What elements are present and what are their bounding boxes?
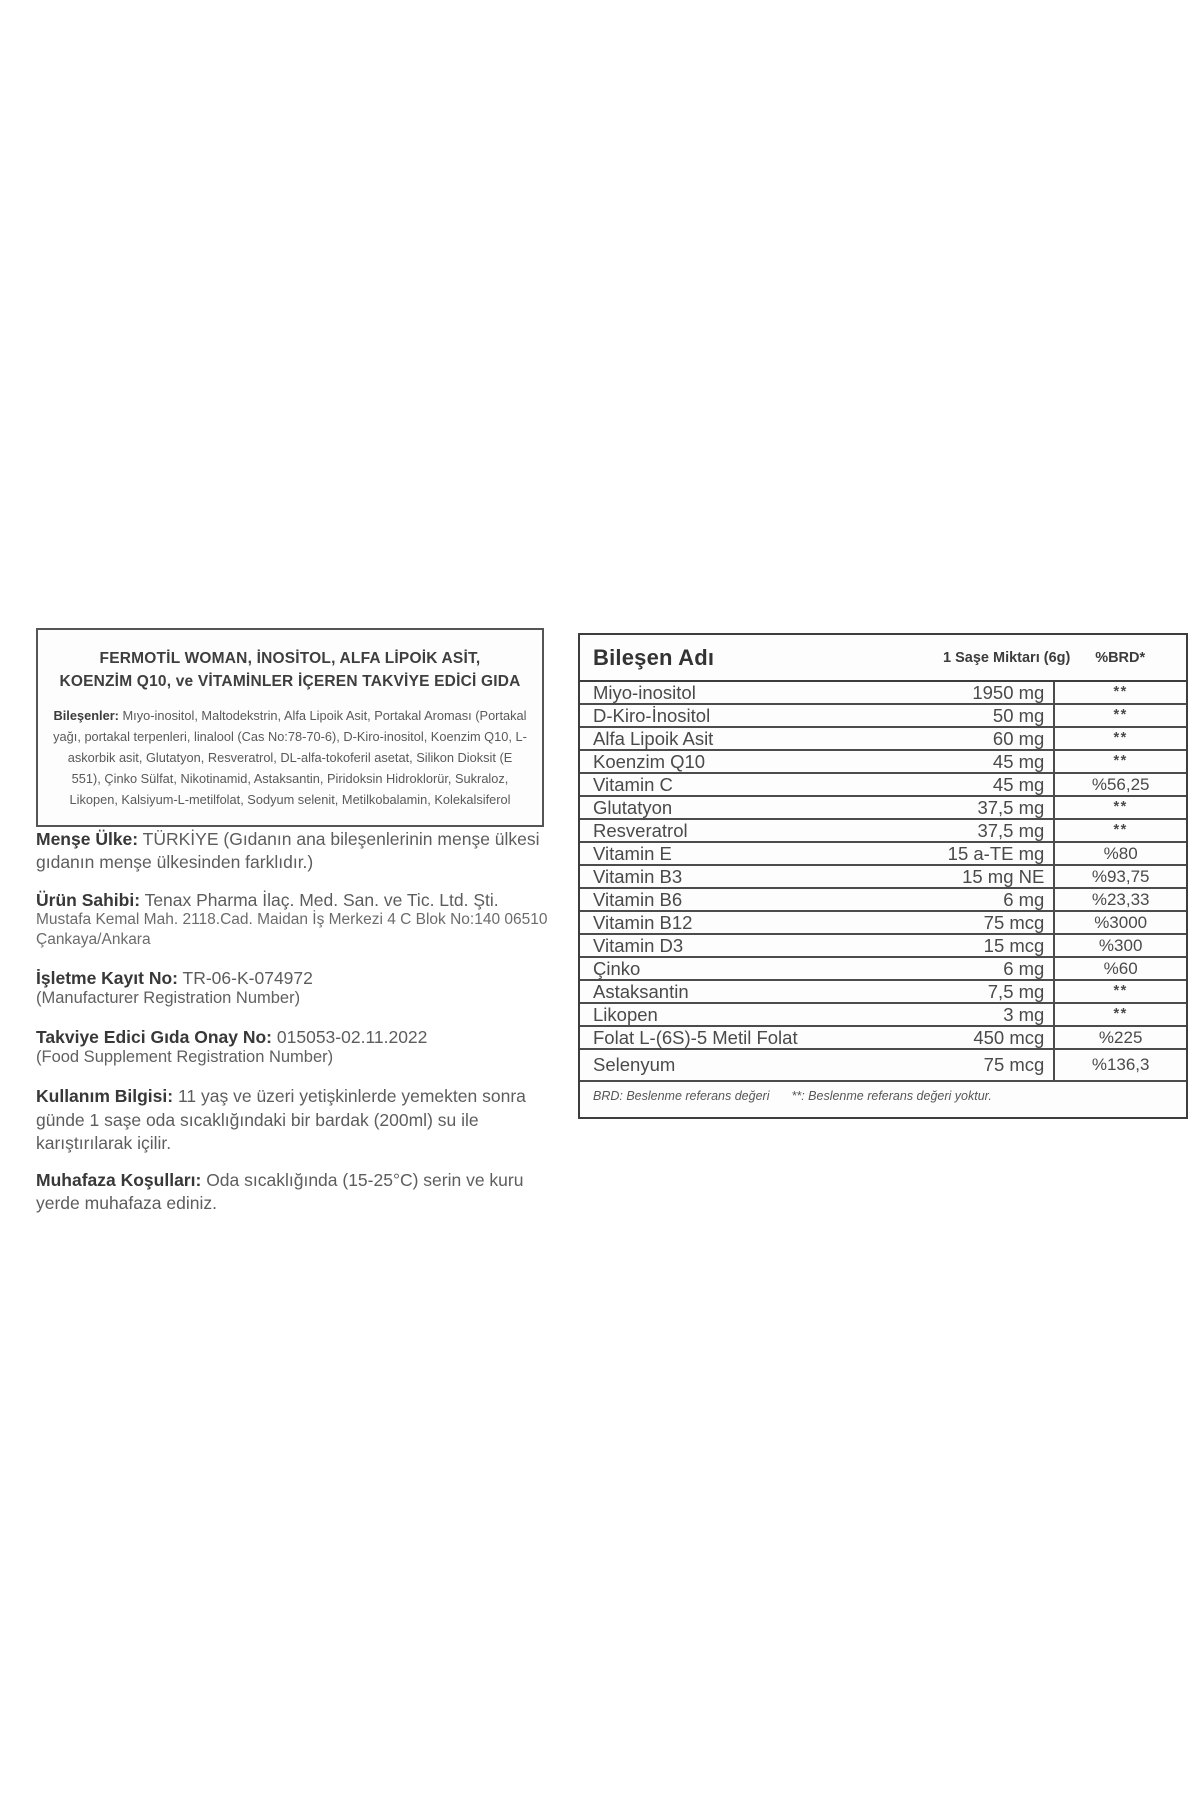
ingredient-brd: %60 <box>1054 957 1186 980</box>
ingredient-amount: 37,5 mg <box>881 796 1054 819</box>
table-row <box>580 1026 1186 1049</box>
footnote-brd: BRD: Beslenme referans değeri <box>593 1089 770 1103</box>
ingredient-name: Resveratrol <box>580 819 881 842</box>
origin-country <box>36 828 548 875</box>
table-row <box>580 727 1186 750</box>
table-row <box>580 1049 1186 1081</box>
header-sachet-amount: 1 Saşe Miktarı (6g) <box>881 635 1054 681</box>
table-row <box>580 1003 1186 1026</box>
owner-address: Mustafa Kemal Mah. 2118.Cad. Maidan İş Merkezi 4 C Blok No:140 06510 Çankaya/Ankara <box>36 910 548 949</box>
header-ingredient-name: Bileşen Adı <box>580 635 881 681</box>
ingredient-brd: %23,33 <box>1054 888 1186 911</box>
ingredient-brd: %136,3 <box>1054 1049 1186 1081</box>
ingredients-box <box>36 628 544 827</box>
ingredient-amount: 6 mg <box>881 957 1054 980</box>
usage-info <box>36 1085 548 1155</box>
ingredient-brd: %300 <box>1054 934 1186 957</box>
storage-conditions-label: Muhafaza Koşulları: <box>36 1170 202 1191</box>
table-row <box>580 681 1186 704</box>
supplement-approval-label: Takviye Edici Gıda Onay No: <box>36 1027 273 1048</box>
ingredient-amount: 45 mg <box>881 773 1054 796</box>
nutrition-facts-table <box>578 633 1188 1119</box>
supplement-approval-note: (Food Supplement Registration Number) <box>36 1048 334 1067</box>
header-brd-percent: %BRD* <box>1054 635 1186 681</box>
ingredient-rows <box>580 681 1186 1081</box>
ingredient-name: Alfa Lipoik Asit <box>580 727 881 750</box>
product-title <box>52 647 528 694</box>
table-row <box>580 819 1186 842</box>
manufacturer-registration-number: TR-06-K-074972 <box>182 968 313 989</box>
manufacturer-registration-note: (Manufacturer Registration Number) <box>36 989 301 1008</box>
ingredient-amount: 15 mcg <box>881 934 1054 957</box>
table-row <box>580 934 1186 957</box>
ingredient-brd: ** <box>1054 750 1186 773</box>
ingredients-label: Bileşenler: <box>53 707 119 723</box>
ingredient-amount: 75 mcg <box>881 911 1054 934</box>
product-owner-text: Tenax Pharma İlaç. Med. San. ve Tic. Ltd. Şti. <box>144 889 499 910</box>
ingredient-amount: 7,5 mg <box>881 980 1054 1003</box>
ingredient-name: Vitamin B12 <box>580 911 881 934</box>
ingredient-brd: ** <box>1054 1003 1186 1026</box>
ingredient-amount: 15 mg NE <box>881 865 1054 888</box>
table-row <box>580 773 1186 796</box>
ingredient-name: Vitamin D3 <box>580 934 881 957</box>
ingredient-amount: 75 mcg <box>881 1049 1054 1081</box>
supplement-approval <box>36 1026 548 1049</box>
ingredient-name: Vitamin E <box>580 842 881 865</box>
storage-conditions <box>36 1169 548 1216</box>
ingredient-brd: %80 <box>1054 842 1186 865</box>
ingredient-brd: %93,75 <box>1054 865 1186 888</box>
manufacturer-registration <box>36 967 548 990</box>
ingredient-name: Vitamin C <box>580 773 881 796</box>
ingredient-amount: 6 mg <box>881 888 1054 911</box>
ingredient-name: Miyo-inositol <box>580 681 881 704</box>
ingredient-name: Folat L-(6S)-5 Metil Folat <box>580 1026 881 1049</box>
ingredient-brd: %225 <box>1054 1026 1186 1049</box>
supplement-approval-number: 015053-02.11.2022 <box>276 1027 428 1048</box>
product-details <box>36 828 548 1230</box>
ingredients-list <box>52 705 528 811</box>
ingredient-name: Selenyum <box>580 1049 881 1081</box>
origin-country-text: TÜRKİYE (Gıdanın ana bileşenlerinin menşe ülkesi gıdanın menşe ülkesinden farklıdır.) <box>36 829 540 873</box>
ingredient-amount: 45 mg <box>881 750 1054 773</box>
origin-country-label: Menşe Ülke: <box>36 829 139 849</box>
table-row <box>580 704 1186 727</box>
storage-conditions-text: Oda sıcaklığında (15-25°C) serin ve kuru yerde muhafaza ediniz. <box>36 1170 524 1214</box>
manufacturer-registration-label: İşletme Kayıt No: <box>36 968 178 989</box>
ingredient-amount: 1950 mg <box>881 681 1054 704</box>
ingredient-amount: 37,5 mg <box>881 819 1054 842</box>
ingredient-name: Koenzim Q10 <box>580 750 881 773</box>
ingredient-amount: 450 mcg <box>881 1026 1054 1049</box>
ingredient-amount: 15 a-TE mg <box>881 842 1054 865</box>
product-title-line1: FERMOTİL WOMAN, İNOSİTOL, ALFA LİPOİK ASİT, <box>99 650 481 667</box>
table-row <box>580 796 1186 819</box>
ingredient-amount: 60 mg <box>881 727 1054 750</box>
ingredient-amount: 3 mg <box>881 1003 1054 1026</box>
ingredient-brd: ** <box>1054 704 1186 727</box>
table-row <box>580 911 1186 934</box>
ingredient-name: Vitamin B6 <box>580 888 881 911</box>
table-header-row <box>580 635 1186 681</box>
table-row <box>580 750 1186 773</box>
ingredients-text: Mıyo-inositol, Maltodekstrin, Alfa Lipoik Asit, Portakal Aroması (Portakal yağı, portakal terpenleri, linalool (Cas No:78-70-6), D-Kiro-inositol, Koenzim Q10, L-askorbik asit, Glutatyon, Resveratrol, DL-alfa-tokoferil asetat, Silikon Dioksit (E 551), Çinko Sülfat, Nikotinamid, Astaksantin, Piridoksin Hidroklorür, Sukraloz, Likopen, Kalsiyum-L-metilfolat, Sodyum selenit, Metilkobalamin, Kolekalsiferol <box>53 707 527 807</box>
footnote-stars: **: Beslenme referans değeri yoktur. <box>791 1089 992 1103</box>
ingredient-name: Astaksantin <box>580 980 881 1003</box>
ingredient-name: Glutatyon <box>580 796 881 819</box>
table-row <box>580 888 1186 911</box>
ingredient-name: Çinko <box>580 957 881 980</box>
product-owner <box>36 889 548 912</box>
table-row <box>580 957 1186 980</box>
ingredient-name: D-Kiro-İnositol <box>580 704 881 727</box>
ingredient-brd: ** <box>1054 980 1186 1003</box>
product-owner-label: Ürün Sahibi: <box>36 889 141 910</box>
product-title-line2: KOENZİM Q10, ve VİTAMİNLER İÇEREN TAKVİYE EDİCİ GIDA <box>59 673 521 691</box>
table-row <box>580 865 1186 888</box>
usage-info-label: Kullanım Bilgisi: <box>36 1086 174 1107</box>
ingredient-brd: ** <box>1054 819 1186 842</box>
table-row <box>580 842 1186 865</box>
ingredient-name: Vitamin B3 <box>580 865 881 888</box>
ingredient-brd: ** <box>1054 727 1186 750</box>
table-footnote-row <box>580 1081 1186 1117</box>
ingredient-name: Likopen <box>580 1003 881 1026</box>
table-row <box>580 980 1186 1003</box>
table-footnote <box>580 1081 1186 1117</box>
ingredient-brd: %56,25 <box>1054 773 1186 796</box>
ingredient-brd: ** <box>1054 796 1186 819</box>
ingredient-amount: 50 mg <box>881 704 1054 727</box>
ingredient-brd: ** <box>1054 681 1186 704</box>
ingredient-brd: %3000 <box>1054 911 1186 934</box>
usage-info-text: 11 yaş ve üzeri yetişkinlerde yemekten sonra günde 1 saşe oda sıcaklığındaki bir bardak (200ml) su ile karıştırılarak içilir. <box>36 1086 526 1153</box>
